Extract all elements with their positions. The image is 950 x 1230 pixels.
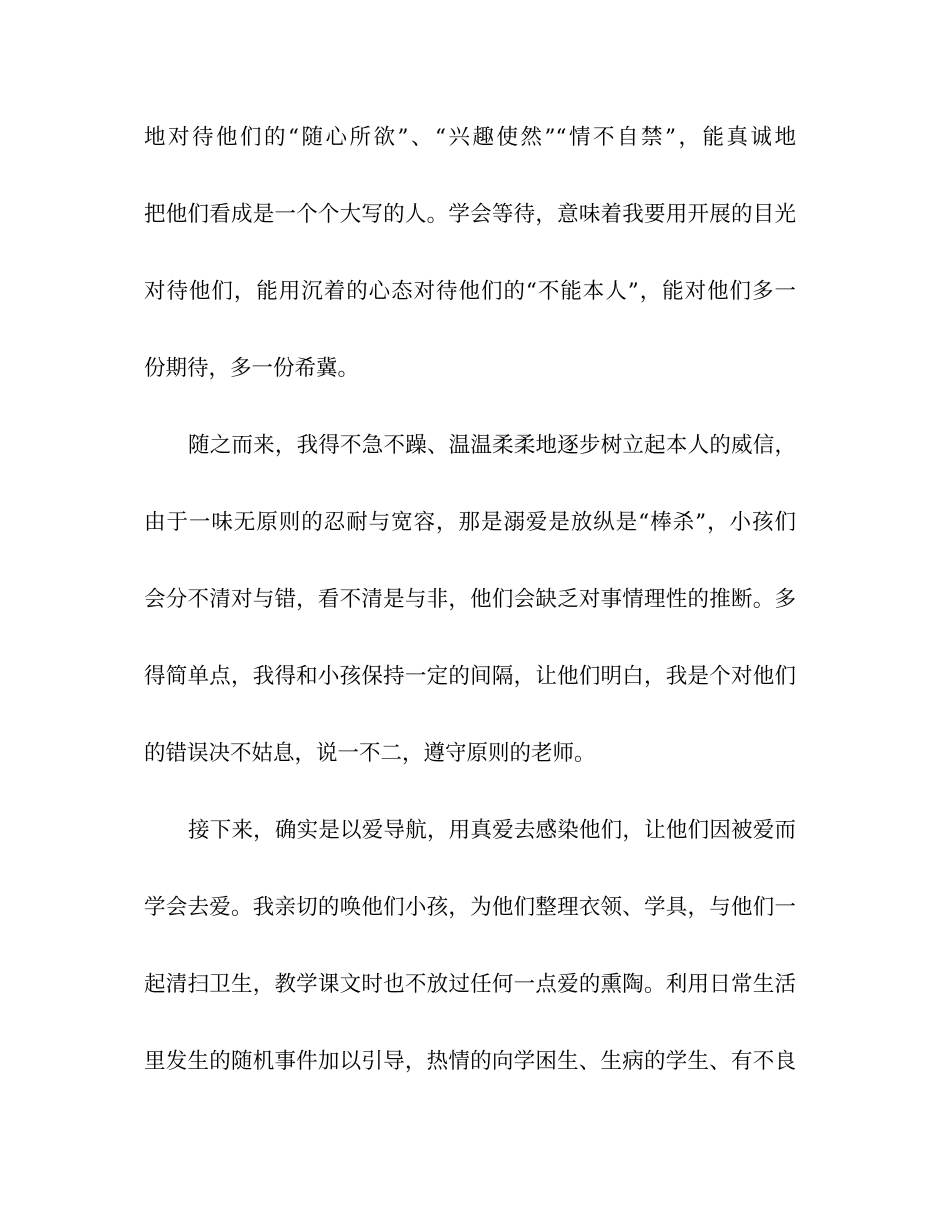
text-line-13: 里发生的随机事件加以引导，热情的向学困生、生病的学生、有不良: [144, 1049, 796, 1074]
text-line-2: 把他们看成是一个个大写的人。学会等待，意味着我要用开展的目光: [144, 202, 796, 227]
text-line-8: 得简单点，我得和小孩保持一定的间隔，让他们明白，我是个对他们: [144, 664, 796, 689]
text-line-11: 学会去爱。我亲切的唤他们小孩，为他们整理衣领、学具，与他们一: [144, 895, 796, 920]
text-line-7: 会分不清对与错，看不清是与非，他们会缺乏对事情理性的推断。多: [144, 587, 796, 612]
text-line-12: 起清扫卫生，教学课文时也不放过任何一点爱的熏陶。利用日常生活: [144, 972, 796, 997]
text-line-6: 由于一味无原则的忍耐与宽容，那是溺爱是放纵是“棒杀”，小孩们: [144, 510, 796, 535]
paragraph-start-line-5: 随之而来，我得不急不躁、温温柔柔地逐步树立起本人的威信，: [188, 433, 796, 458]
body-text: [144, 118, 796, 1119]
text-line-9: 的错误决不姑息，说一不二，遵守原则的老师。: [144, 741, 596, 766]
paragraph-start-line-10: 接下来，确实是以爱导航，用真爱去感染他们，让他们因被爱而: [188, 818, 796, 843]
text-line-4: 份期待，多一份希冀。: [144, 356, 360, 381]
text-line-3: 对待他们，能用沉着的心态对待他们的“不能本人”，能对他们多一: [144, 279, 796, 304]
text-line-1: 地对待他们的“随心所欲”、“兴趣使然”“情不自禁”，能真诚地: [144, 125, 796, 150]
